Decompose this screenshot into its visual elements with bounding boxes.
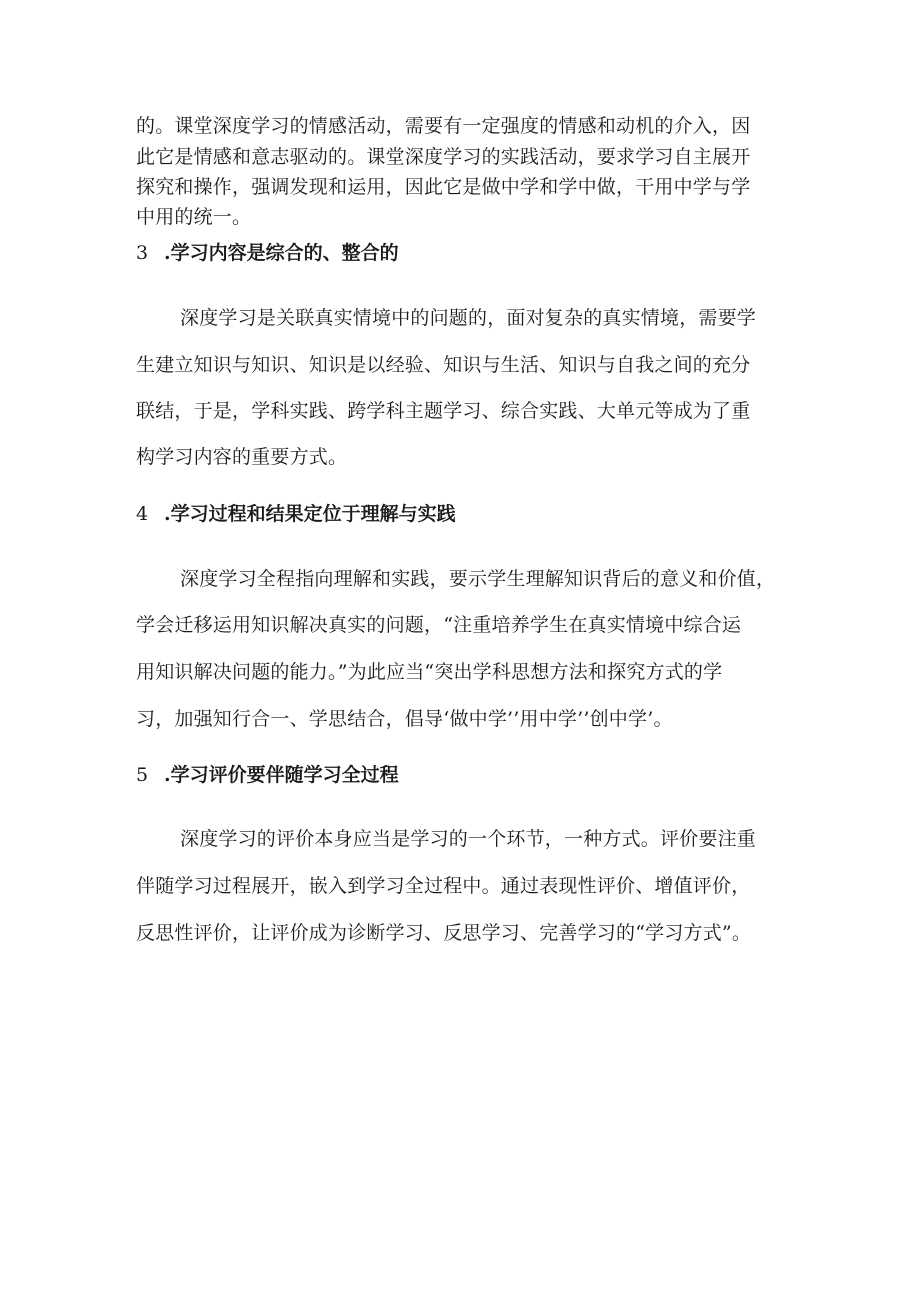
paragraph-line: 深度学习的评价本身应当是学习的一个环节，一种方式。评价要注重 (180, 828, 757, 850)
section-heading (136, 762, 399, 788)
intro-line: 中用的统一。 (136, 206, 252, 228)
section-number: 3 (136, 242, 149, 264)
section-title: .学习过程和结果定位于理解与实践 (164, 503, 456, 525)
paragraph-line: 联结，于是，学科实践、跨学科主题学习、综合实践、大单元等成为了重 (136, 400, 751, 422)
section-title: .学习评价要伴随学习全过程 (164, 764, 399, 786)
section-number: 4 (136, 503, 149, 525)
paragraph-line: 深度学习全程指向理解和实践，要示学生理解知识背后的意义和价值， (180, 568, 776, 590)
section-heading (136, 240, 399, 266)
section-title: .学习内容是综合的、整合的 (164, 242, 399, 264)
paragraph-line: 学会迁移运用知识解决真实的问题，“注重培养学生在真实情境中综合运 (136, 614, 742, 636)
section-heading (136, 501, 456, 527)
paragraph-line: 深度学习是关联真实情境中的问题的，面对复杂的真实情境，需要学 (180, 307, 757, 329)
paragraph-line: 构学习内容的重要方式。 (136, 446, 348, 468)
intro-line: 的。课堂深度学习的情感活动，需要有一定强度的情感和动机的介入，因 (136, 115, 751, 137)
paragraph-line: 生建立知识与知识、知识是以经验、知识与生活、知识与自我之间的充分 (136, 354, 751, 376)
paragraph-line: 习，加强知行合一、学思结合，倡导‘做中学’’用中学’’创中学’。 (136, 708, 673, 730)
intro-line: 探究和操作，强调发现和运用，因此它是做中学和学中做，干用中学与学 (136, 176, 751, 198)
intro-line: 此它是情感和意志驱动的。课堂深度学习的实践活动，要求学习自主展开 (136, 146, 751, 168)
paragraph-line: 反思性评价，让评价成为诊断学习、反思学习、完善学习的“学习方式”。 (136, 922, 752, 944)
paragraph-line: 伴随学习过程展开，嵌入到学习全过程中。通过表现性评价、增值评价， (136, 875, 751, 897)
paragraph-line: 用知识解决问题的能力。”为此应当“突出学科思想方法和探究方式的学 (136, 661, 723, 683)
section-number: 5 (136, 764, 149, 786)
